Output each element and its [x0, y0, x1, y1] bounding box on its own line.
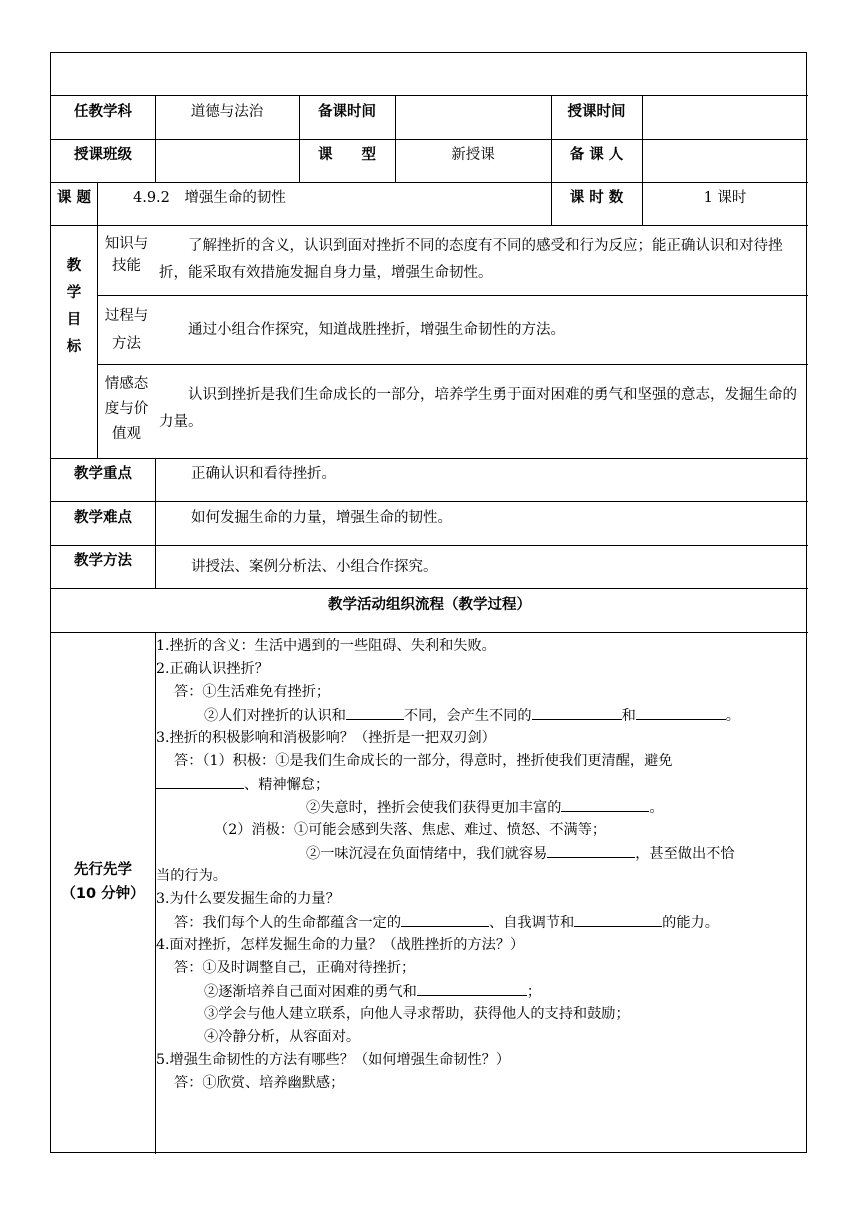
key-point-text: 正确认识和看待挫折。: [191, 466, 336, 482]
fill-blank[interactable]: [346, 704, 404, 720]
content-line: 答：①生活难免有挫折；: [174, 684, 331, 700]
objectives-label: [51, 253, 97, 361]
knowledge-text: 了解挫折的含义，认识到面对挫折不同的态度有不同的感受和行为反应；能正确认识和对待挫折，能采取有效措施发掘自身力量，增强生命韧性。: [159, 238, 783, 281]
grid-line: [51, 632, 808, 633]
content-text: ②人们对挫折的认识和: [204, 708, 346, 724]
content-line: [156, 842, 807, 865]
prep-time-label: 备课时间: [318, 104, 376, 120]
content-text: ；: [526, 984, 542, 1000]
content-line: （2）消极：①可能会感到失落、焦虑、难过、愤怒、不满等；: [214, 822, 607, 838]
objectives-label-char: 教: [66, 258, 82, 274]
type-value: 新授课: [451, 147, 495, 163]
content-line: [156, 796, 807, 819]
content-text: ②一味沉浸在负面情绪中，我们就容易: [306, 846, 548, 862]
objectives-label-char: 目: [66, 312, 82, 328]
fill-blank[interactable]: [574, 911, 662, 927]
content-text: 不同，会产生不同的: [403, 708, 532, 724]
grid-line: [51, 139, 808, 140]
content-line: 答：①及时调整自己，正确对待挫折；: [174, 960, 416, 976]
grid-line: [51, 95, 808, 96]
grid-line: [97, 295, 808, 296]
prelearn-content: [156, 635, 807, 1095]
content-line: [156, 980, 807, 1003]
grid-line: [155, 458, 156, 589]
process-text: 通过小组合作探究，知道战胜挫折，增强生命韧性的方法。: [188, 322, 565, 338]
grid-line: [395, 95, 396, 182]
grid-line: [51, 458, 808, 459]
content-line: [156, 773, 807, 796]
difficulty-label: 教学难点: [74, 510, 132, 526]
class-time-label: 授课时间: [567, 104, 626, 120]
content-text: ②失意时，挫折会使我们获得更加丰富的: [306, 800, 562, 816]
hours-value: 1 课时: [703, 190, 747, 206]
content-text: 、自我调节和: [489, 915, 575, 931]
lesson-plan-table: [50, 52, 807, 1153]
content-line: 2.正确认识挫折？: [156, 661, 269, 677]
hours-label: 课 时 数: [569, 190, 624, 206]
content-line: [156, 704, 807, 727]
content-line: 答：（1）积极：①是我们生命成长的一部分，得意时，挫折使我们更清醒，避免: [174, 753, 673, 769]
grid-line: [51, 501, 808, 502]
method-label: 教学方法: [74, 553, 132, 569]
method-text: 讲授法、案例分析法、小组合作探究。: [191, 559, 438, 575]
fill-blank[interactable]: [156, 773, 244, 789]
prelearn-duration: （10 分钟）: [61, 886, 145, 902]
grid-line: [51, 588, 808, 589]
grid-line: [51, 545, 808, 546]
content-text: ②逐渐培养自己面对困难的勇气和: [204, 984, 417, 1000]
class-label: 授课班级: [74, 147, 132, 163]
content-text: 。: [649, 800, 664, 816]
content-line: [156, 911, 807, 934]
grid-line: [97, 364, 808, 365]
content-line: ④冷静分析，从容面对。: [204, 1029, 361, 1045]
subject-value: 道德与法治: [190, 104, 264, 120]
fill-blank[interactable]: [417, 980, 527, 996]
grid-line: [51, 182, 808, 183]
content-line: ③学会与他人建立联系，向他人寻求帮助，获得他人的支持和鼓励；: [204, 1006, 630, 1022]
content-line: 1.挫折的含义：生活中遇到的一些阻碍、失利和失败。: [156, 638, 496, 654]
subject-label: 任教学科: [74, 104, 132, 120]
fill-blank[interactable]: [561, 796, 649, 812]
content-text: ，甚至做出不恰: [635, 846, 735, 862]
content-line: 3.挫折的积极影响和消极影响？（挫折是一把双刃剑）: [156, 730, 496, 746]
fill-blank[interactable]: [532, 704, 622, 720]
difficulty-text: 如何发掘生命的力量，增强生命的韧性。: [191, 510, 452, 526]
content-text: 、精神懈怠；: [244, 777, 330, 793]
fill-blank[interactable]: [401, 911, 489, 927]
preparer-label: 备 课 人: [569, 147, 624, 163]
key-point-label: 教学重点: [74, 466, 132, 482]
content-line: 4.面对挫折，怎样发掘生命的力量？（战胜挫折的方法？）: [156, 937, 525, 953]
fill-blank[interactable]: [547, 842, 635, 858]
content-text: 的能力。: [662, 915, 719, 931]
content-line: 5.增强生命韧性的方法有哪些？（如何增强生命韧性？）: [156, 1052, 511, 1068]
objectives-label-char: 标: [66, 339, 82, 355]
fill-blank[interactable]: [636, 704, 726, 720]
emotion-text: 认识到挫折是我们生命成长的一部分，培养学生勇于面对困难的勇气和坚强的意志，发掘生命的力量。: [159, 387, 797, 430]
prelearn-label: [51, 858, 155, 906]
prelearn-title: 先行先学: [74, 862, 132, 878]
knowledge-label: 知识与技能: [104, 236, 149, 274]
content-line: 答：①欣赏、培养幽默感；: [174, 1075, 345, 1091]
process-label: 过程与方法: [104, 308, 149, 352]
content-text: 。: [725, 708, 740, 724]
topic-label: 课 题: [56, 190, 92, 206]
grid-line: [51, 225, 808, 226]
content-line: 当的行为。: [156, 868, 227, 884]
topic-value: 4.9.2 增强生命的韧性: [133, 190, 286, 206]
objectives-label-char: 学: [66, 285, 82, 301]
emotion-label: 情感态度与价值观: [104, 376, 149, 442]
content-line: 3.为什么要发掘生命的力量？: [156, 891, 340, 907]
process-title: 教学活动组织流程（教学过程）: [328, 597, 531, 613]
content-text: 和: [621, 708, 636, 724]
type-label: 课 型: [318, 147, 376, 163]
content-text: 答：我们每个人的生命都蕴含一定的: [174, 915, 402, 931]
